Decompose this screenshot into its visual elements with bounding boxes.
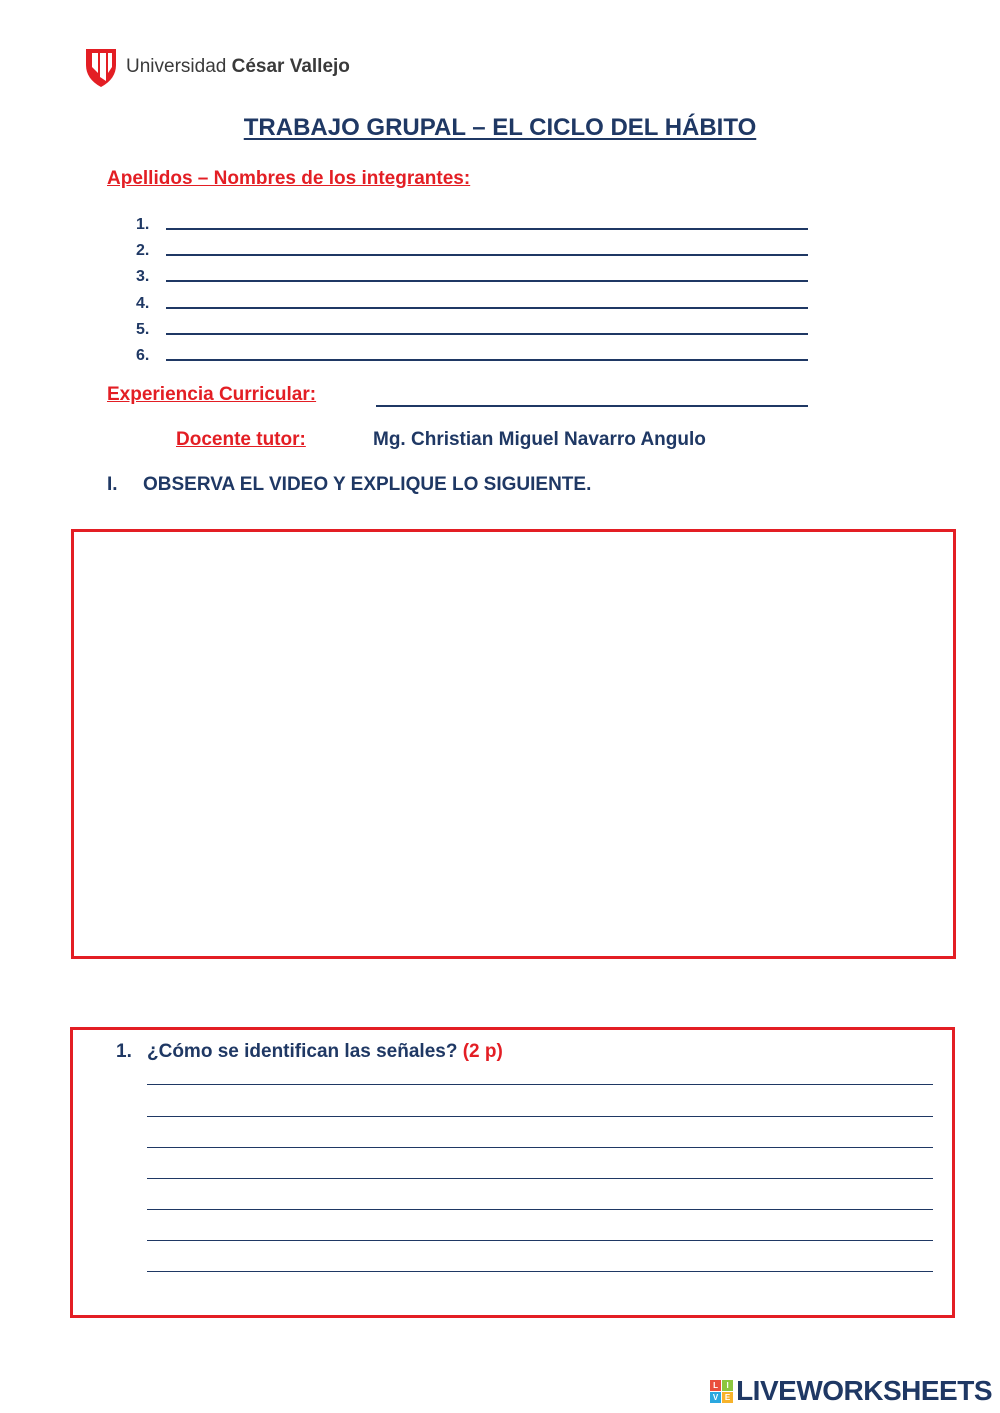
member-row[interactable] (136, 287, 816, 313)
member-number: 4. (136, 295, 150, 312)
question-text: ¿Cómo se identifican las señales? (147, 1041, 458, 1062)
member-number: 3. (136, 268, 150, 285)
member-row[interactable] (136, 339, 816, 365)
docente-label: Docente tutor: (176, 429, 306, 450)
section-numeral: I. (107, 474, 118, 495)
answer-line[interactable] (147, 1271, 933, 1272)
member-number: 2. (136, 242, 150, 259)
member-number: 6. (136, 347, 150, 364)
docente-value: Mg. Christian Miguel Navarro Angulo (373, 429, 706, 450)
member-row[interactable] (136, 234, 816, 260)
member-row[interactable] (136, 260, 816, 286)
liveworksheets-logo (710, 1375, 992, 1407)
shield-icon (84, 45, 118, 89)
member-blank-line[interactable] (166, 332, 808, 335)
answer-line[interactable] (147, 1240, 933, 1241)
answer-line[interactable] (147, 1178, 933, 1179)
experiencia-label: Experiencia Curricular: (107, 384, 317, 405)
block-letter: V (710, 1392, 721, 1403)
answer-line[interactable] (147, 1084, 933, 1085)
section-heading: OBSERVA EL VIDEO Y EXPLIQUE LO SIGUIENTE. (143, 474, 592, 495)
answer-line[interactable] (147, 1209, 933, 1210)
block-letter: L (710, 1380, 721, 1391)
question-number: 1. (116, 1041, 132, 1062)
university-logo (84, 44, 350, 90)
answer-line[interactable] (147, 1147, 933, 1148)
member-blank-line[interactable] (166, 279, 808, 282)
logo-text: Universidad César Vallejo (126, 56, 350, 77)
question-points: (2 p) (462, 1041, 503, 1062)
liveworksheets-blocks-icon (710, 1380, 733, 1403)
member-blank-line[interactable] (166, 253, 808, 256)
member-blank-line[interactable] (166, 227, 808, 230)
member-blank-line[interactable] (166, 306, 808, 309)
member-blank-line[interactable] (166, 358, 808, 361)
video-box[interactable] (71, 529, 956, 959)
block-letter: E (722, 1392, 733, 1403)
liveworksheets-text: LIVEWORKSHEETS (736, 1375, 992, 1406)
question-text-wrap (147, 1041, 503, 1063)
member-row[interactable] (136, 208, 816, 234)
members-label: Apellidos – Nombres de los integrantes: (107, 168, 471, 189)
member-number: 5. (136, 321, 150, 338)
answer-line[interactable] (147, 1116, 933, 1117)
member-number: 1. (136, 216, 150, 233)
member-row[interactable] (136, 313, 816, 339)
experiencia-blank-line[interactable] (376, 405, 808, 407)
page-title: TRABAJO GRUPAL – EL CICLO DEL HÁBITO (243, 114, 757, 141)
question-box (70, 1027, 955, 1318)
block-letter: I (722, 1380, 733, 1391)
